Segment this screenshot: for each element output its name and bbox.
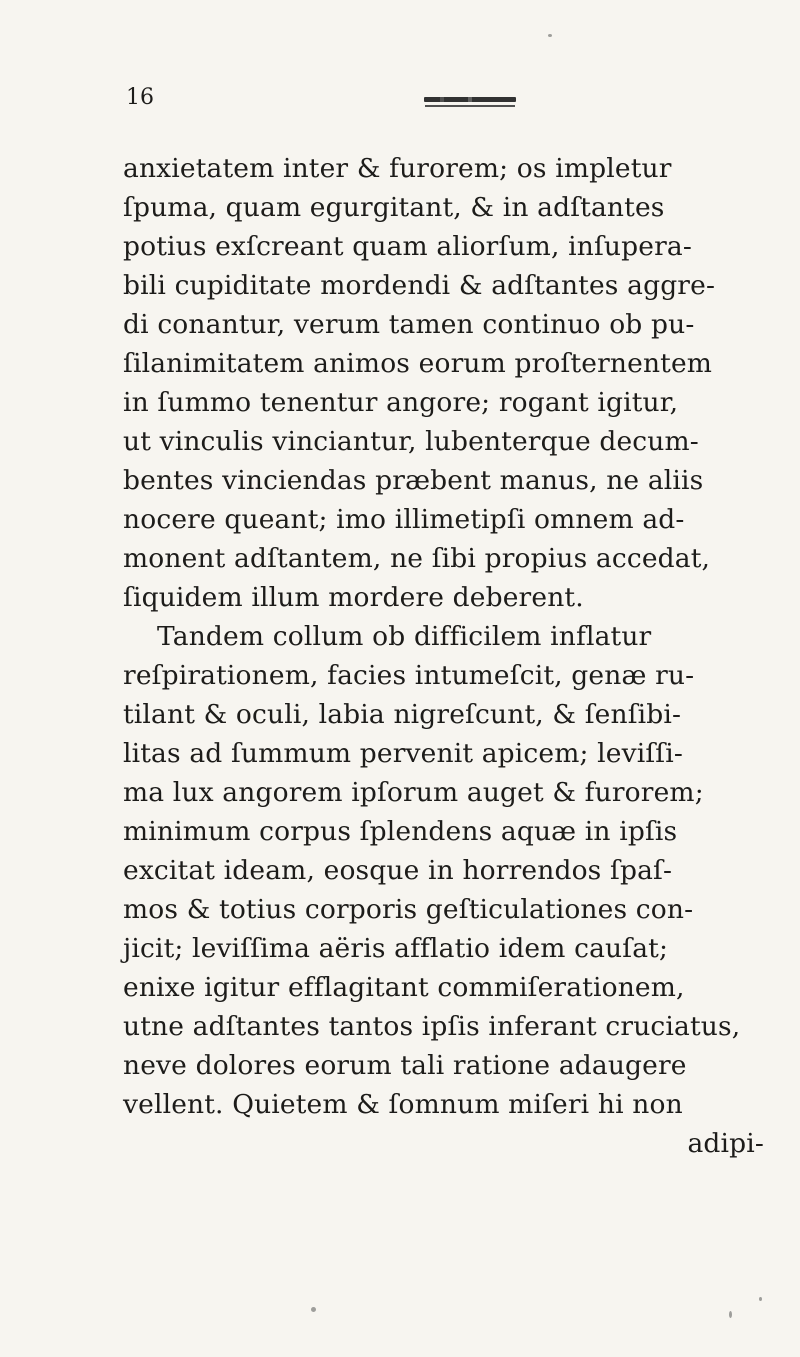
text-line: litas ad ſummum pervenit apicem; leviſſi- bbox=[123, 738, 683, 769]
text-line: potius exſcreant quam aliorſum, inſupera- bbox=[123, 231, 692, 262]
body-text bbox=[123, 149, 768, 1163]
text-line: excitat ideam, eosque in horrendos ſpaſ- bbox=[123, 855, 673, 886]
paper-speck bbox=[729, 1311, 732, 1318]
text-line: ſpuma, quam egurgitant, & in adſtantes bbox=[123, 192, 665, 223]
text-line: enixe igitur efflagitant commiſerationem, bbox=[123, 972, 685, 1003]
header-rule bbox=[424, 97, 516, 102]
text-line: ut vinculis vinciantur, lubenterque decum- bbox=[123, 426, 699, 457]
text-line: minimum corpus ſplendens aquæ in ipſis bbox=[123, 816, 678, 847]
text-line: di conantur, verum tamen continuo ob pu- bbox=[123, 309, 695, 340]
page-number: 16 bbox=[126, 85, 154, 110]
paper-speck bbox=[759, 1297, 762, 1301]
text-line: in ſummo tenentur angore; rogant igitur, bbox=[123, 387, 679, 418]
text-line: bentes vinciendas præbent manus, ne aliis bbox=[123, 465, 704, 496]
text-line: ma lux angorem ipſorum auget & furorem; bbox=[123, 777, 704, 808]
paper-speck bbox=[548, 34, 552, 37]
text-line: Tandem collum ob difficilem inflatur bbox=[157, 621, 652, 652]
text-line: neve dolores eorum tali ratione adaugere bbox=[123, 1050, 687, 1081]
catchword: adipi- bbox=[687, 1128, 764, 1159]
paper-speck bbox=[311, 1307, 316, 1312]
text-line: nocere queant; imo illimetipſi omnem ad- bbox=[123, 504, 685, 535]
text-line: jicit; leviſſima aëris afflatio idem cauſat; bbox=[123, 933, 669, 964]
text-line: vellent. Quietem & ſomnum miſeri hi non bbox=[123, 1089, 683, 1120]
text-line: ſiquidem illum mordere deberent. bbox=[123, 582, 584, 613]
text-line: anxietatem inter & furorem; os impletur bbox=[123, 153, 672, 184]
text-line: mos & totius corporis geſticulationes con- bbox=[123, 894, 694, 925]
text-line: utne adſtantes tantos ipſis inferant cruciatus, bbox=[123, 1011, 741, 1042]
text-line: ſilanimitatem animos eorum proſternentem bbox=[123, 348, 713, 379]
text-line: reſpirationem, facies intumeſcit, genæ ru- bbox=[123, 660, 695, 691]
text-line: tilant & oculi, labia nigreſcunt, & ſenſibi- bbox=[123, 699, 682, 730]
text-line: bili cupiditate mordendi & adſtantes aggre- bbox=[123, 270, 716, 301]
text-line: monent adſtantem, ne ſibi propius accedat, bbox=[123, 543, 711, 574]
